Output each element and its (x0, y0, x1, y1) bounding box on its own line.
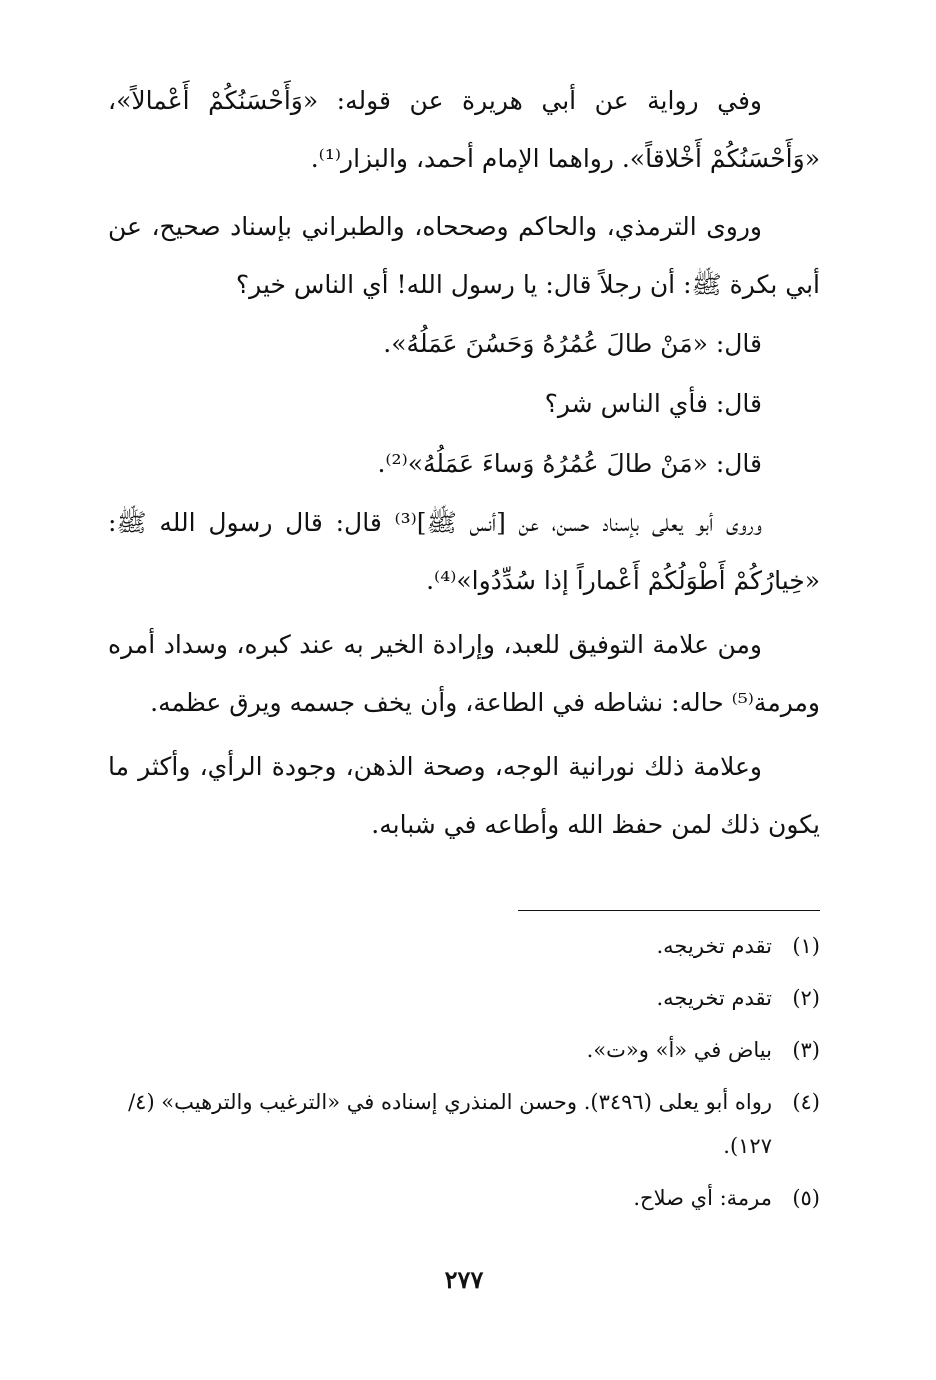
footnote-divider (518, 910, 820, 911)
page-number: ٢٧٧ (444, 1265, 484, 1294)
quote-line-2: قال: فأي الناس شر؟ (544, 389, 762, 418)
paragraph-2: وروى الترمذي، والحاكم وصححاه، والطبراني بإسناد صحيح، عن أبي بكرة ﷺ: أن رجلاً قال: يا رسول الله! أي الناس خير؟ (108, 212, 820, 299)
paragraph-5: وعلامة ذلك نورانية الوجه، وصحة الذهن، وجودة الرأي، وأكثر ما يكون ذلك لمن حفظ الله وأطاعه في شبابه. (108, 752, 820, 839)
footnote-text: تقدم تخريجه. (656, 986, 772, 1010)
quote-line-3: قال: «مَنْ طالَ عُمُرُهُ وَساءَ عَمَلُهُ»⁽²⁾. (377, 449, 762, 478)
footnote-number: (٣) (792, 1038, 820, 1062)
book-page (108, 72, 820, 1362)
footnote-text: بياض في «أ» و«ت». (586, 1038, 772, 1062)
footnote-1 (108, 924, 820, 968)
footnote-4 (108, 1080, 820, 1168)
quote-line-1: قال: «مَنْ طالَ عُمُرُهُ وَحَسُنَ عَمَلُهُ». (383, 329, 762, 358)
footnote-text: مرمة: أي صلاح. (633, 1186, 772, 1210)
footnotes-list (108, 924, 820, 1228)
footnote-number: (١) (792, 934, 820, 958)
footnote-text: تقدم تخريجه. (656, 934, 772, 958)
footnote-number: (٤) (792, 1090, 820, 1114)
footnote-number: (٢) (792, 986, 820, 1010)
paragraph-4: ومن علامة التوفيق للعبد، وإرادة الخير به عند كبره، وسداد أمره ومرمة⁽⁵⁾ حاله: نشاطه في الطاعة، وأن يخف جسمه ويرق عظمه. (108, 630, 820, 717)
paragraph-3: وروى أبو يعلى بإسناد حسن، عن [أنس ﷺ]⁽³⁾ قال: قال رسول الله ﷺ: «خِيارُكُمْ أَطْوَلُكُمْ أَعْماراً إذا سُدِّدُوا»⁽⁴⁾. (108, 508, 820, 595)
footnote-2 (108, 976, 820, 1020)
footnote-5 (108, 1176, 820, 1220)
footnote-number: (٥) (792, 1186, 820, 1210)
paragraph-1: وفي رواية عن أبي هريرة عن قوله: «وَأَحْسَنُكُمْ أَعْمالاً»، «وَأَحْسَنُكُمْ أَخْلاقاً». رواهما الإمام أحمد، والبزار⁽¹⁾. (108, 86, 820, 173)
footnote-3 (108, 1028, 820, 1072)
footnote-text: رواه أبو يعلى (٣٤٩٦). وحسن المنذري إسناده في «الترغيب والترهيب» (٤/ ١٢٧). (128, 1090, 772, 1158)
